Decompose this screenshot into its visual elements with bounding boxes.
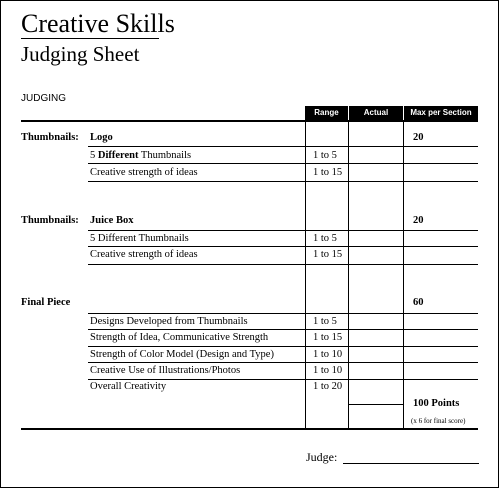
section-max: 20 [413,215,424,226]
row-rule [88,181,478,182]
judge-label: Judge: [306,450,338,464]
table-bottom-rule [21,428,478,430]
row-rule [88,264,478,265]
criterion-range: 1 to 15 [313,167,343,178]
section-name: Logo [90,132,113,143]
section-label: Thumbnails: [21,132,79,143]
judge-signature-line[interactable] [343,463,479,464]
criterion-range: 1 to 5 [313,150,337,161]
title-underline [21,38,159,39]
criterion-range: 1 to 5 [313,316,337,327]
section-max: 60 [413,297,424,308]
row-rule [88,313,478,314]
row-rule [88,362,478,363]
criterion-range: 1 to 10 [313,349,343,360]
range-column-header: Range [314,108,339,117]
criterion-label: Strength of Color Model (Design and Type) [90,349,274,360]
actual-total-rule [348,404,404,405]
section-name: Juice Box [90,215,134,226]
actual-col-line [348,121,349,429]
row-rule [88,163,478,164]
section-label: Thumbnails: [21,215,79,226]
judging-label: JUDGING [21,93,66,104]
row-rule [88,346,478,347]
range-col-line [305,121,306,429]
total-points: 100 Points [413,398,460,409]
criterion-label: Designs Developed from Thumbnails [90,316,248,327]
section-label: Final Piece [21,297,71,308]
criterion-label: Overall Creativity [90,381,167,392]
max-column-header: Max per Section [410,108,472,117]
criterion-range: 1 to 15 [313,332,343,343]
total-note: (x 6 for final score) [411,417,466,425]
row-rule [88,230,478,231]
criterion-range: 1 to 15 [313,249,343,260]
row-rule [88,146,478,147]
actual-column-header: Actual [363,108,389,117]
max-col-line [403,121,404,429]
criterion-label: Creative strength of ideas [90,249,198,260]
table-top-rule [21,120,478,122]
criterion-label: 5 Different Thumbnails [90,233,189,244]
criterion-range: 1 to 5 [313,233,337,244]
criterion-range: 1 to 20 [313,381,343,392]
criterion-label: Creative strength of ideas [90,167,198,178]
row-rule [88,329,478,330]
criterion-label: 5 Different Thumbnails [90,150,192,161]
page-subtitle: Judging Sheet [21,42,140,66]
criterion-label: Creative Use of Illustrations/Photos [90,365,241,376]
criterion-range: 1 to 10 [313,365,343,376]
section-max: 20 [413,132,424,143]
page-title: Creative Skills [21,9,175,38]
criterion-label: Strength of Idea, Communicative Strength [90,332,269,343]
row-rule [88,246,478,247]
